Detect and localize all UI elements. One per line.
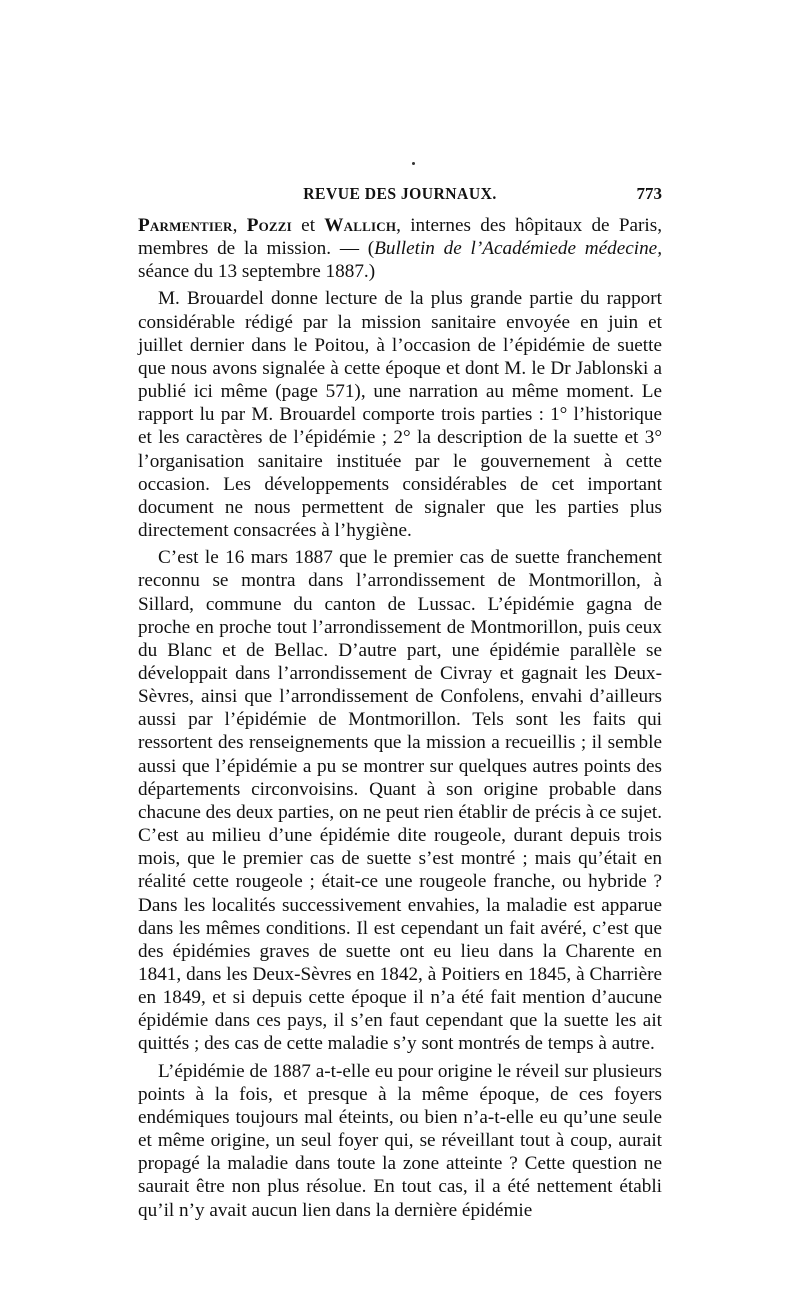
citation-text: , internes des hôpitaux de Paris, membres de la mission. — ( [138, 215, 662, 260]
citation-paragraph [138, 214, 662, 283]
ink-dot [412, 162, 415, 165]
citation-date: séance du 13 septembre 1887.) [138, 261, 376, 283]
running-title: REVUE DES JOURNAUX. [303, 184, 497, 203]
source-title: Bulletin de l’Académiede médecine, [374, 238, 662, 260]
author-name: Pozzi [246, 215, 292, 236]
body-paragraph: M. Brouardel donne lecture de la plus grande partie du rapport considérable rédigé par la mission sanitaire envoyée en juin et juillet dernier dans le Poitou, à l’occasion de l’épidémie de suette que nous avons signalée à cette époque et dont M. le Dr Jablonski a publié ici même (page 571), une narration au même moment. Le rapport lu par M. Brouardel comporte trois parties : 1° l’historique et les caractères de l’épidémie ; 2° la description de la suette et 3° l’organisation sanitaire instituée par le gouvernement à cette occasion. Les développements considérables de cet important document ne nous permettent de signaler que les parties plus directement consacrées à l’hygiène. [138, 288, 662, 542]
author-name: Parmentier [138, 215, 233, 236]
author-name: Wallich [324, 215, 397, 236]
body-paragraph: L’épidémie de 1887 a-t-elle eu pour origine le réveil sur plusieurs points à la fois, et presque à la même époque, de ces foyers endémiques toujours mal éteints, ou bien n’a-t-elle eu qu’une seule et même origine, un seul foyer qui, se réveillant tout à coup, aurait propagé la maladie dans toute la zone atteinte ? Cette question ne saurait être non plus résolue. En tout cas, il a été nettement établi qu’il n’y avait aucun lien dans la dernière épidémie [138, 1060, 662, 1221]
page-number: 773 [636, 184, 662, 203]
body-paragraph: C’est le 16 mars 1887 que le premier cas de suette franchement reconnu se montra dans l’arrondissement de Montmorillon, à Sillard, commune du canton de Lussac. L’épidémie gagna de proche en proche tout l’arrondissement de Montmorillon, puis ceux du Blanc et de Bellac. D’autre part, une épidémie parallèle se développait dans l’arrondissement de Civray et gagnait les Deux-Sèvres, ainsi que l’arrondissement de Confolens, envahi d’ailleurs aussi par l’épidémie de Montmorillon. Tels sont les faits qui ressortent des renseignements que la mission a recueillis ; il semble aussi que l’épidémie a pu se montrer sur quelques autres points des départements circonvoisins. Quant à son origine probable dans chacune des deux parties, on ne peut rien établir de précis à ce sujet. C’est au milieu d’une épidémie dite rougeole, durant depuis trois mois, que le premier cas de suette s’est montré ; mais qu’était en réalité cette rougeole ; était-ce une rougeole franche, ou hybride ? Dans les localités successivement envahies, la maladie est apparue dans les mêmes conditions. Il est cependant un fait avéré, c’est que des épidémies graves de suette ont eu lieu dans la Charente en 1841, dans les Deux-Sèvres en 1842, à Poitiers en 1845, à Charrière en 1849, et si depuis cette époque il n’a été fait mention d’aucune épidémie dans ces pays, il s’en faut cependant que la suette les ait quittés ; des cas de cette maladie s’y sont montrés de temps à autre. [138, 547, 662, 1055]
separator: et [291, 215, 325, 236]
page-header [138, 184, 662, 210]
separator: , [232, 215, 247, 236]
page-body [138, 214, 662, 1222]
